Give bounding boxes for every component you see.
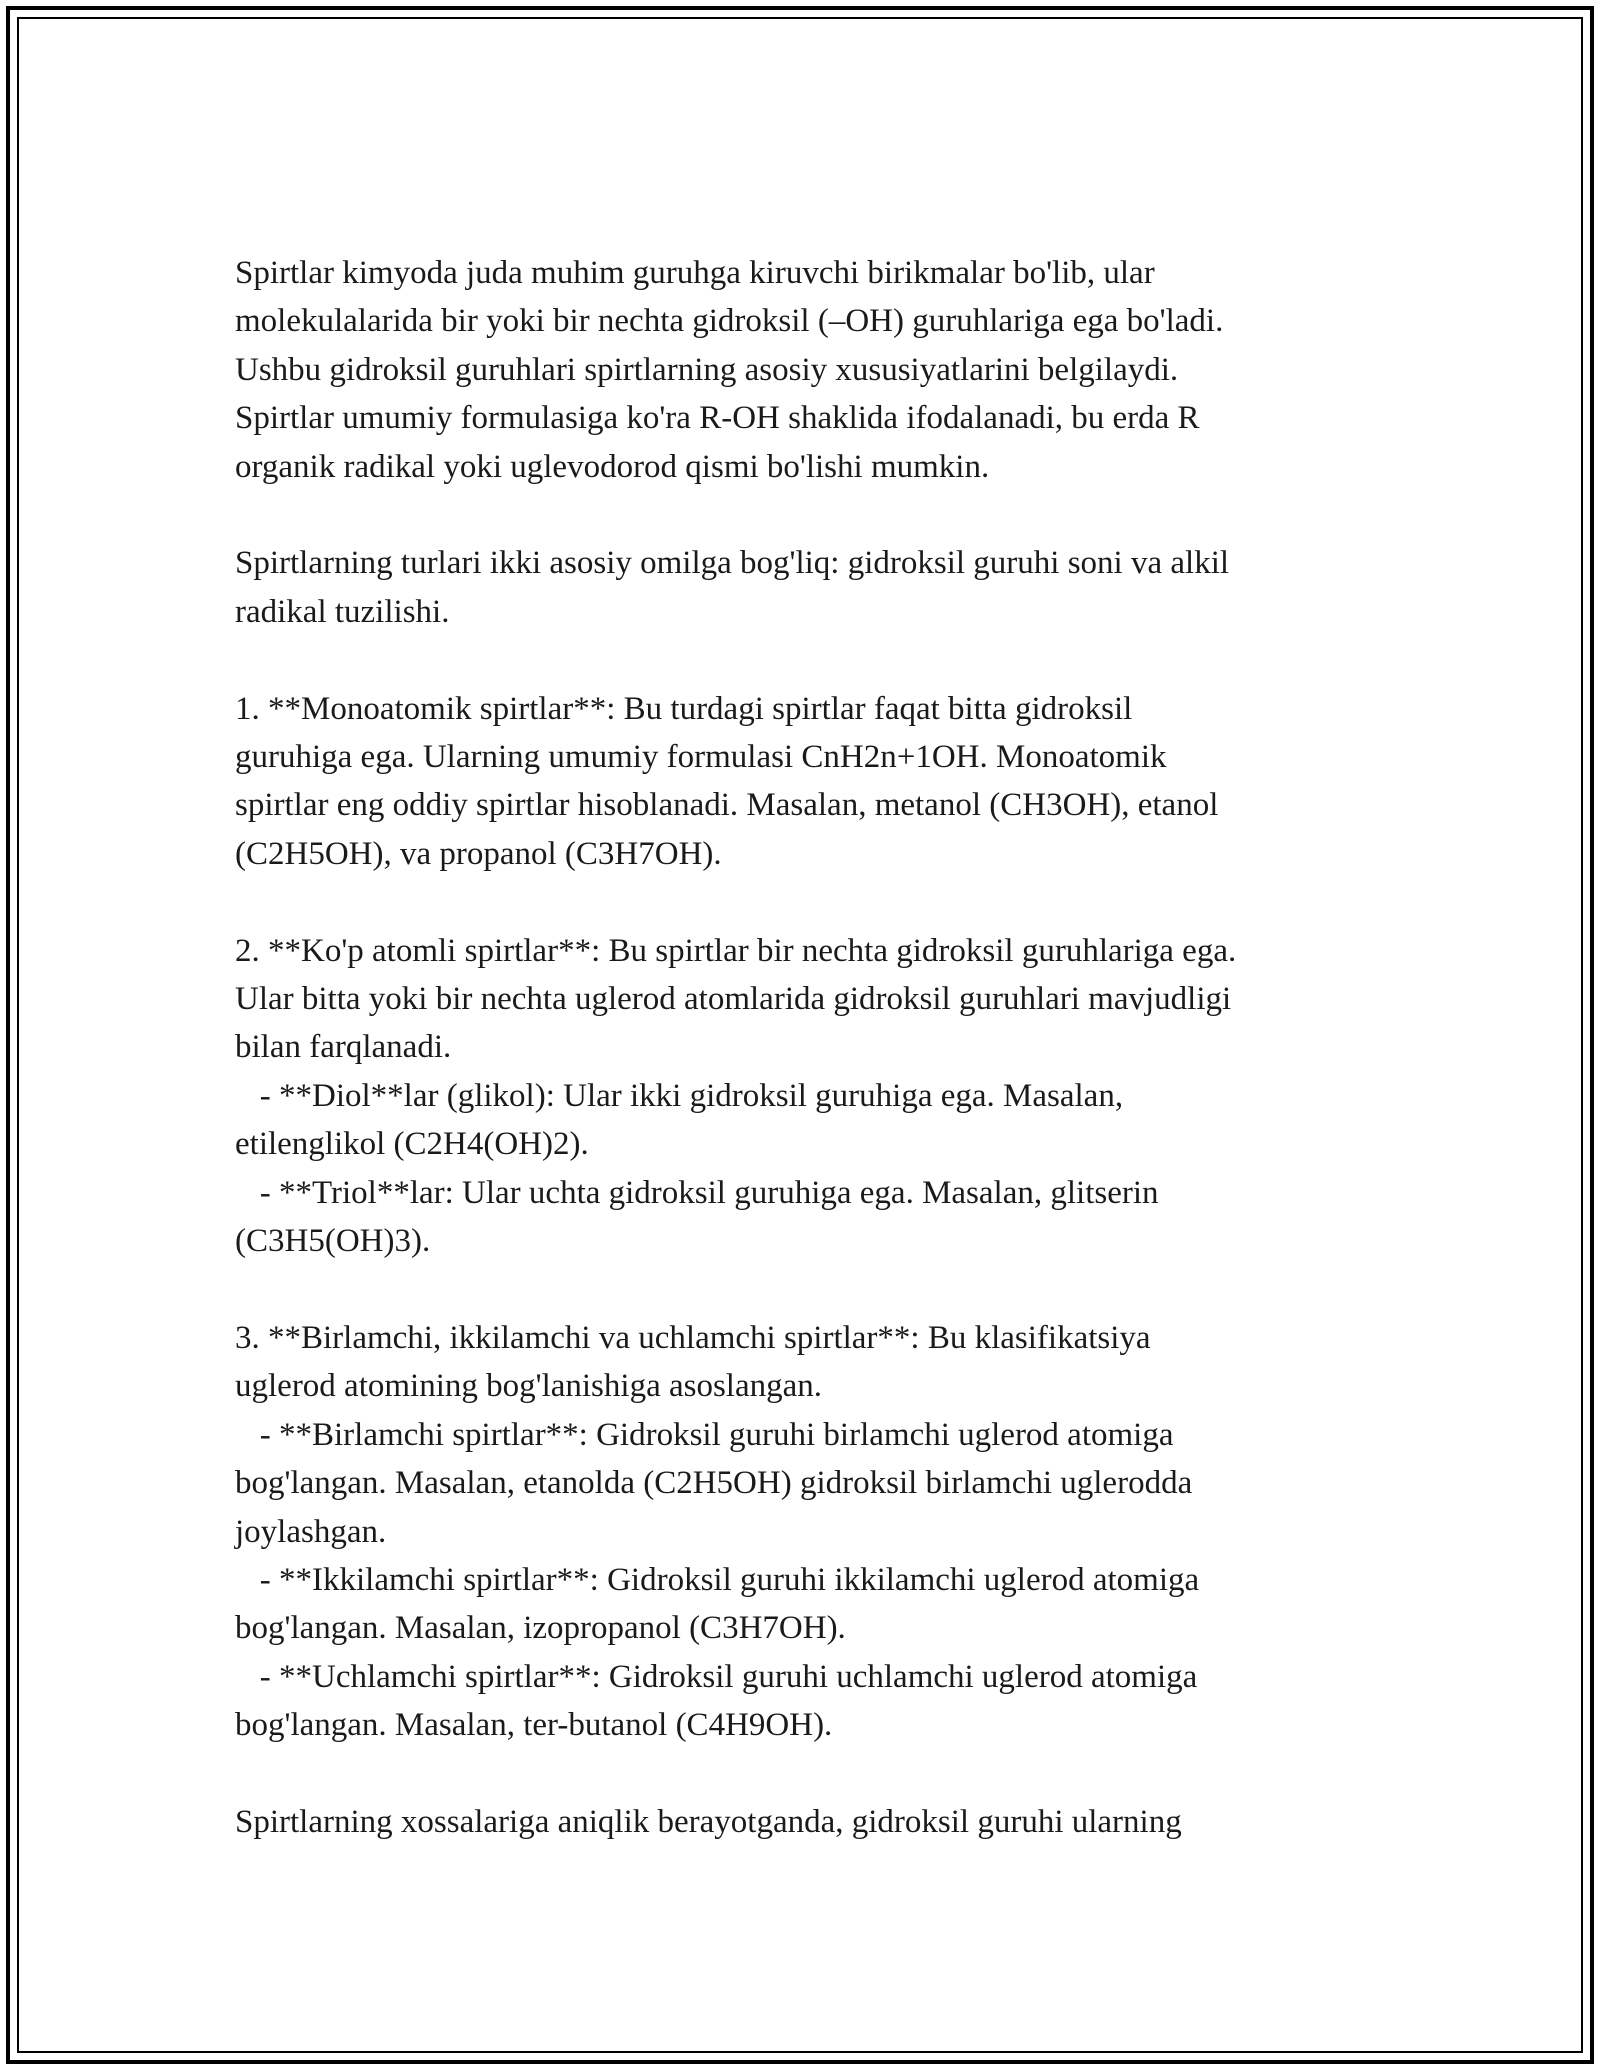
text-line: Ushbu gidroksil guruhlari spirtlarning asosiy xususiyatlarini belgilaydi. [235,351,1179,388]
text-line: Spirtlarning xossalariga aniqlik berayotganda, gidroksil guruhi ularning [235,1803,1182,1840]
text-line: Spirtlar umumiy formulasiga ko'ra R-OH shaklida ifodalanadi, bu erda R [235,400,1200,437]
paragraph-classification [235,1314,1375,1750]
text-line: - **Diol**lar (glikol): Ular ikki gidroksil guruhiga ega. Masalan, [235,1077,1124,1114]
text-line: Ular bitta yoki bir nechta uglerod atomlarida gidroksil guruhlari mavjudligi [235,981,1232,1018]
text-line: bog'langan. Masalan, izopropanol (C3H7OH). [235,1610,846,1647]
text-line: bilan farqlanadi. [235,1029,452,1066]
text-line: - **Birlamchi spirtlar**: Gidroksil guruhi birlamchi uglerod atomiga [235,1416,1174,1453]
document-body [235,249,1375,1846]
paragraph-monoatomic [235,685,1375,879]
text-line: organik radikal yoki uglevodorod qismi bo'lishi mumkin. [235,448,990,485]
text-line: Spirtlarning turlari ikki asosiy omilga bog'liq: gidroksil guruhi soni va alkil [235,545,1230,582]
text-line: radikal tuzilishi. [235,593,450,630]
paragraph-types [235,539,1375,636]
paragraph-properties [235,1798,1375,1846]
text-line: guruhiga ega. Ularning umumiy formulasi CnH2n+1OH. Monoatomik [235,739,1167,776]
text-line: joylashgan. [235,1513,387,1550]
text-line: molekulalarida bir yoki bir nechta gidroksil (–OH) guruhlariga ega bo'ladi. [235,303,1224,340]
text-line: uglerod atomining bog'lanishiga asoslangan. [235,1368,823,1405]
text-line: Spirtlar kimyoda juda muhim guruhga kiruvchi birikmalar bo'lib, ular [235,255,1155,291]
text-line: bog'langan. Masalan, ter-butanol (C4H9OH). [235,1707,833,1744]
text-line: - **Ikkilamchi spirtlar**: Gidroksil guruhi ikkilamchi uglerod atomiga [235,1561,1200,1598]
text-line: bog'langan. Masalan, etanolda (C2H5OH) gidroksil birlamchi uglerodda [235,1465,1193,1502]
text-line: - **Uchlamchi spirtlar**: Gidroksil guruhi uchlamchi uglerod atomiga [235,1658,1198,1695]
text-line: spirtlar eng oddiy spirtlar hisoblanadi. Masalan, metanol (CH3OH), etanol [235,787,1219,824]
text-line: (C3H5(OH)3). [235,1223,431,1260]
text-line: 2. **Ko'p atomli spirtlar**: Bu spirtlar bir nechta gidroksil guruhlariga ega. [235,932,1237,969]
paragraph-intro [235,249,1375,491]
text-line: - **Triol**lar: Ular uchta gidroksil guruhiga ega. Masalan, glitserin [235,1174,1159,1211]
text-line: 3. **Birlamchi, ikkilamchi va uchlamchi spirtlar**: Bu klasifikatsiya [235,1319,1151,1356]
text-line: 1. **Monoatomik spirtlar**: Bu turdagi spirtlar faqat bitta gidroksil [235,690,1133,727]
text-line: etilenglikol (C2H4(OH)2). [235,1126,589,1163]
paragraph-polyatomic [235,927,1375,1266]
text-line: (C2H5OH), va propanol (C3H7OH). [235,835,722,872]
